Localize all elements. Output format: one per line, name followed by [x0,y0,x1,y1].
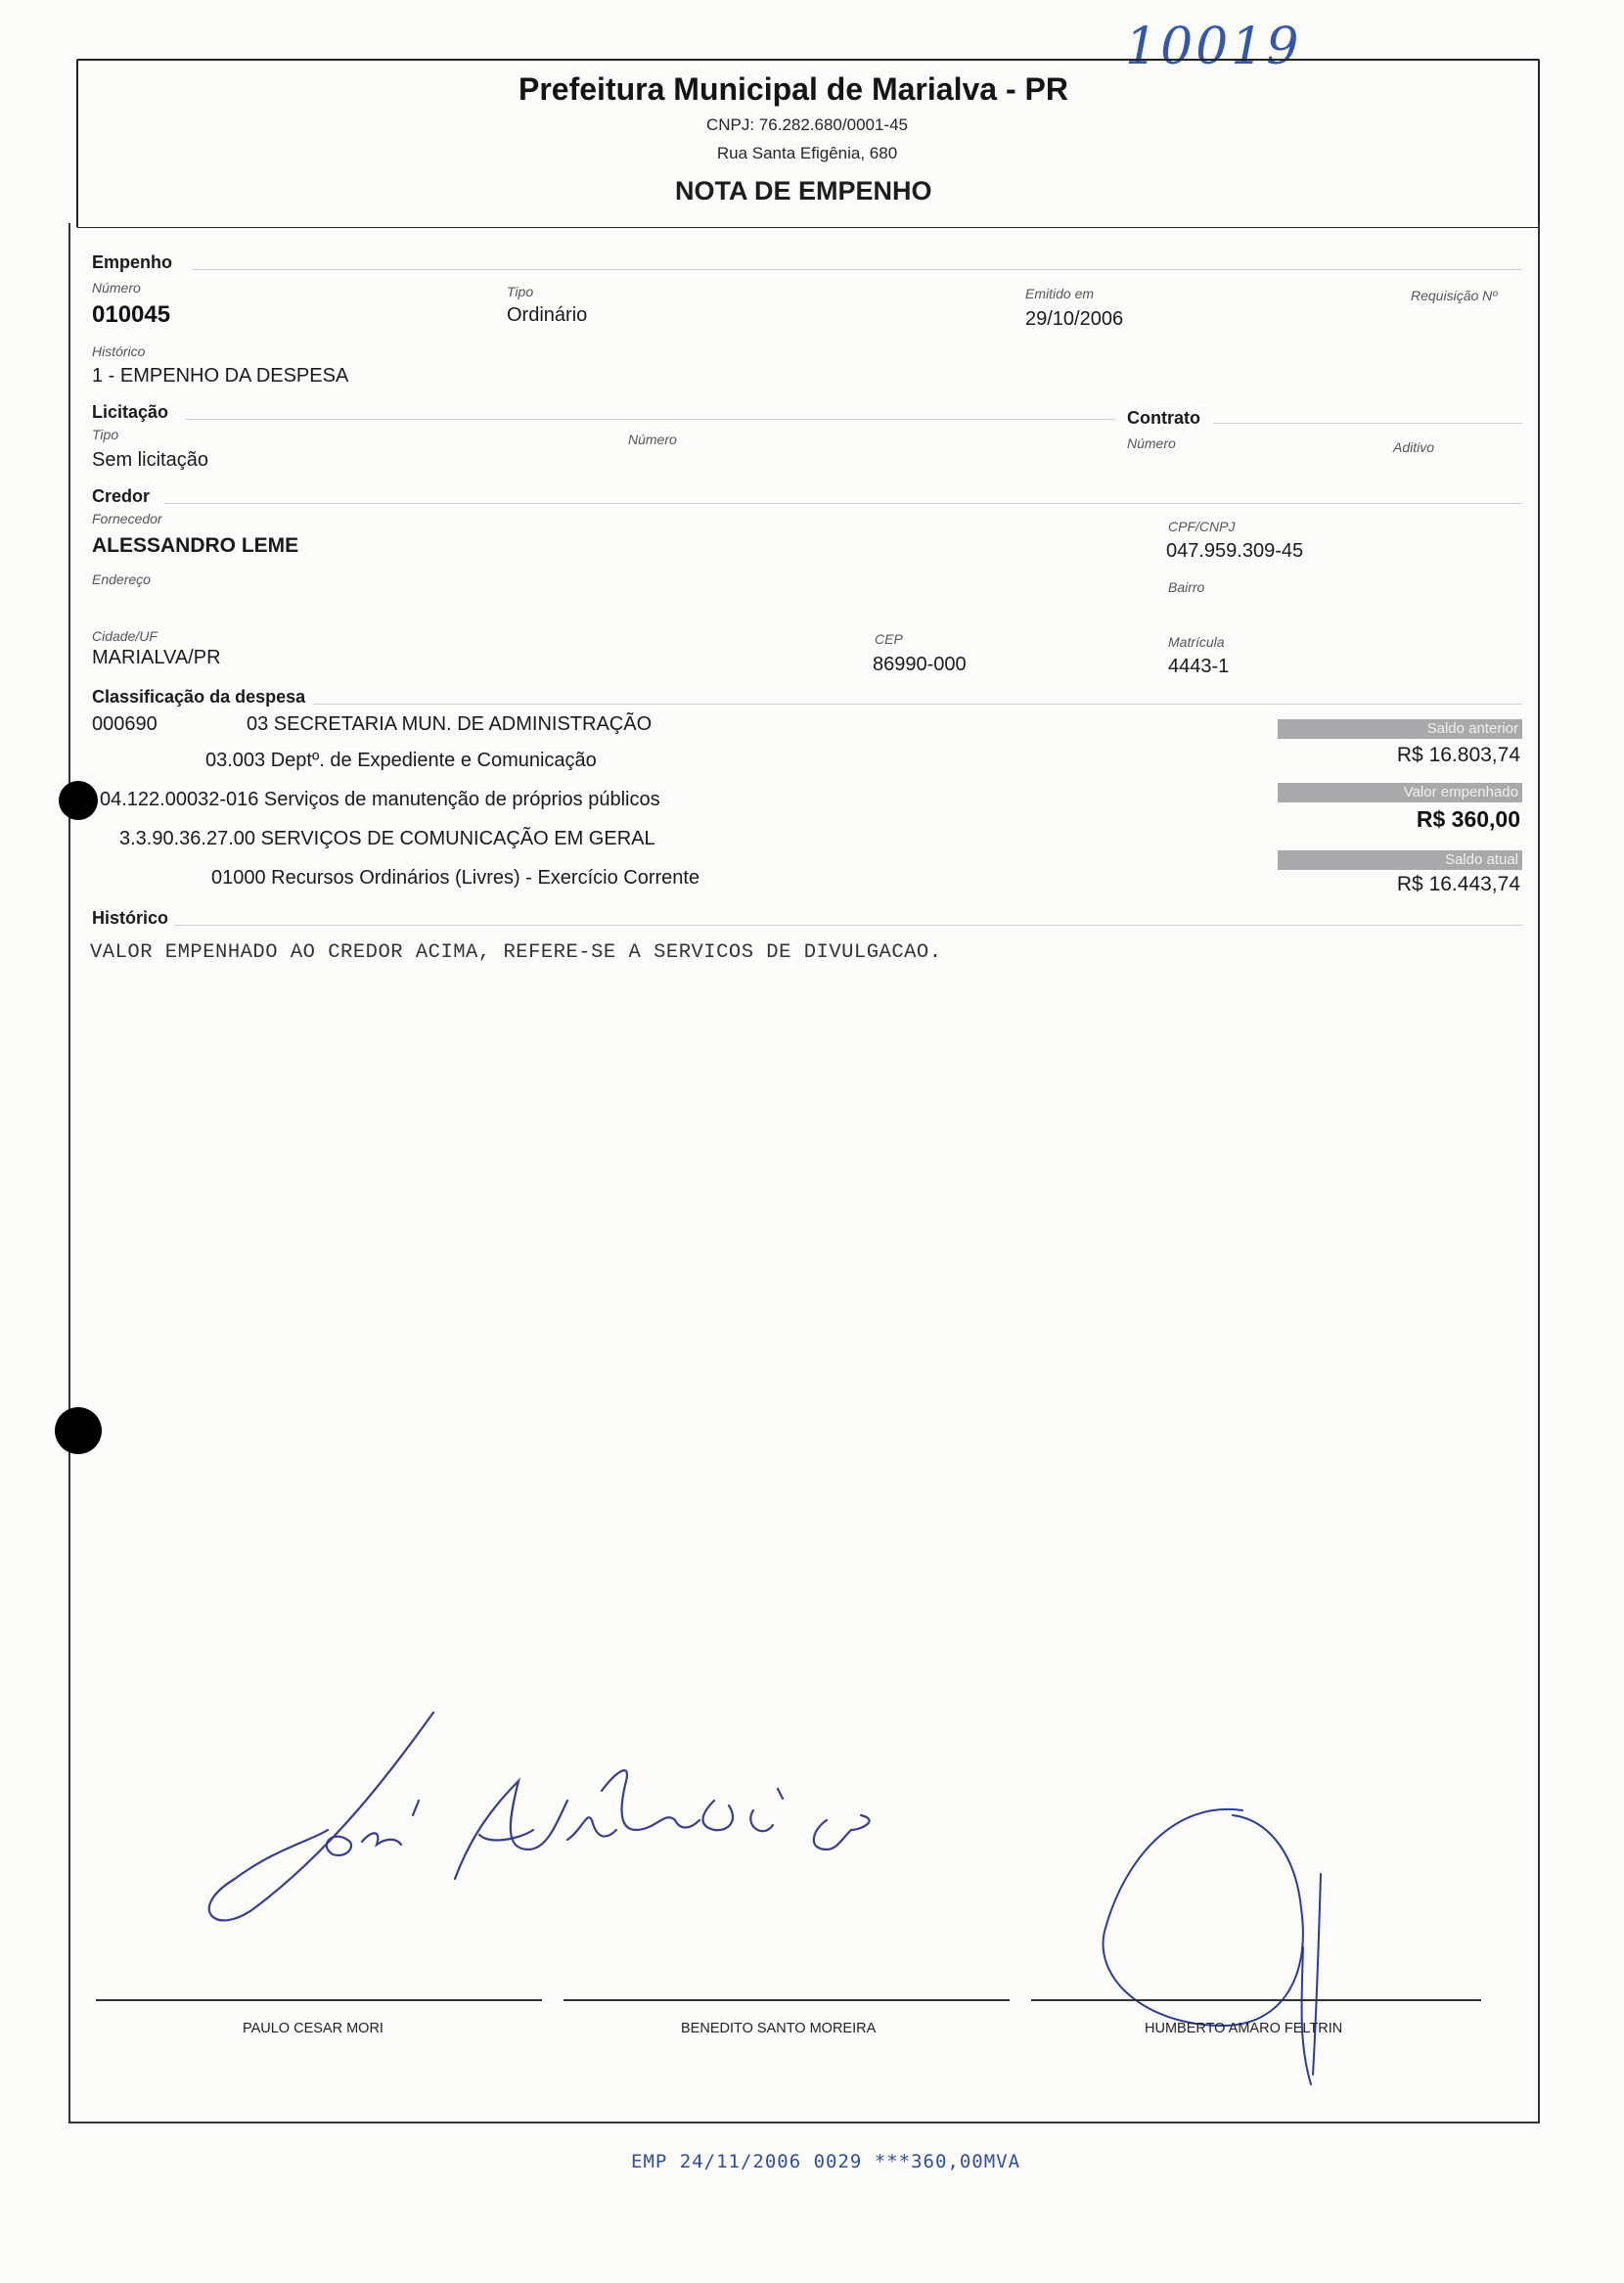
signature-line [1031,1999,1481,2001]
section-historico: Histórico [92,908,169,928]
org-address: Rua Santa Efigênia, 680 [716,144,898,162]
empenho-historico: 1 - EMPENHO DA DESPESA [92,365,349,387]
section-contrato: Contrato [1127,408,1200,428]
divider [164,503,1522,504]
credor-fornecedor: ALESSANDRO LEME [92,534,299,557]
signatory-1: PAULO CESAR MORI [243,2021,383,2036]
label-numero: Número [92,280,141,296]
label-endereco: Endereço [92,571,151,587]
valor-empenhado-label: Valor empenhado [1278,783,1522,802]
divider [186,419,1115,420]
punch-hole [59,781,98,820]
label-licitacao-tipo: Tipo [92,427,119,442]
signature-line [564,1999,1010,2001]
saldo-anterior-label: Saldo anterior [1278,719,1522,739]
label-contrato-numero: Número [1127,435,1176,451]
licitacao-tipo: Sem licitação [92,449,208,471]
section-classificacao: Classificação da despesa [92,687,306,707]
label-licitacao-numero: Número [628,432,677,447]
valor-empenhado-value: R$ 360,00 [1416,806,1520,832]
label-cidade: Cidade/UF [92,628,158,644]
document-title: NOTA DE EMPENHO [675,176,932,205]
section-credor: Credor [92,486,151,506]
punch-hole [55,1407,102,1454]
label-contrato-aditivo: Aditivo [1393,439,1435,455]
label-cpf: CPF/CNPJ [1168,519,1236,534]
label-historico-empenho: Histórico [92,343,146,359]
section-licitacao: Licitação [92,402,169,422]
divider [313,704,1522,705]
saldo-anterior-value: R$ 16.803,74 [1396,744,1520,766]
label-cep: CEP [875,631,903,647]
section-empenho: Empenho [92,252,173,272]
signature-line [96,1999,542,2001]
label-matricula: Matrícula [1168,634,1225,650]
handwritten-page-number: 10019 [1125,18,1302,76]
classificacao-line-5: 01000 Recursos Ordinários (Livres) - Exercício Corrente [211,867,700,889]
label-fornecedor: Fornecedor [92,511,162,526]
label-bairro: Bairro [1168,579,1205,595]
label-requisicao: Requisição Nº [1411,288,1498,303]
credor-matricula: 4443-1 [1168,656,1230,677]
credor-cep: 86990-000 [873,654,967,675]
historico-text: VALOR EMPENHADO AO CREDOR ACIMA, REFERE-SE A SERVICOS DE DIVULGACAO. [90,941,942,964]
credor-cidade: MARIALVA/PR [92,647,221,668]
divider [174,925,1522,926]
processing-stamp: EMP 24/11/2006 0029 ***360,00MVA [631,2151,1021,2172]
signatory-2: BENEDITO SANTO MOREIRA [681,2021,877,2036]
org-cnpj: CNPJ: 76.282.680/0001-45 [705,115,909,134]
label-tipo: Tipo [507,284,534,299]
credor-cpf: 047.959.309-45 [1166,540,1304,562]
classificacao-line-1: 03 SECRETARIA MUN. DE ADMINISTRAÇÃO [247,713,653,735]
classificacao-line-4: 3.3.90.36.27.00 SERVIÇOS DE COMUNICAÇÃO EM GERAL [119,828,655,849]
classificacao-line-2: 03.003 Deptº. de Expediente e Comunicação [205,750,597,771]
saldo-atual-label: Saldo atual [1278,850,1522,870]
label-emitido: Emitido em [1025,286,1095,301]
org-title: Prefeitura Municipal de Marialva - PR [519,71,1068,107]
empenho-tipo: Ordinário [507,304,588,326]
signatory-3: HUMBERTO AMARO FELTRIN [1145,2021,1343,2036]
classificacao-line-3: 04.122.00032-016 Serviços de manutenção de próprios públicos [100,789,660,810]
circular-signature [1086,1801,1331,2094]
classificacao-code: 000690 [92,713,158,735]
divider [1213,423,1522,424]
handwritten-signature [196,1683,1057,1938]
empenho-numero: 010045 [92,301,171,328]
empenho-emitido: 29/10/2006 [1025,308,1124,330]
saldo-atual-value: R$ 16.443,74 [1396,873,1520,895]
divider [192,269,1522,270]
